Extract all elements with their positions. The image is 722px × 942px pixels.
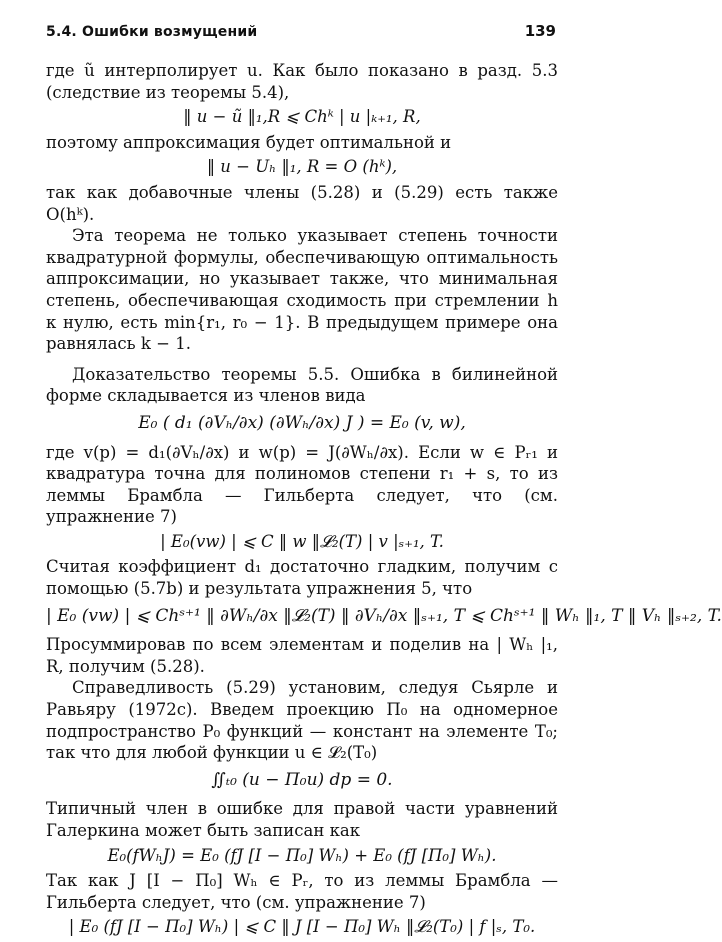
formula-galerkin-rhs-term: E₀(fWₕJ) = E₀ (fJ [I − Π₀] Wₕ) + E₀ (fJ [Π₀] Wₕ). xyxy=(107,845,497,865)
paragraph-9: Справедливость (5.29) установим, следуя Сьярле и Равьяру (1972c). Введем проекцию Π₀ на одномерное подпространство P₀ функций — констант на элементе T₀; так что для любой функции u ∈ 𝓛₂(T₀) xyxy=(46,678,558,763)
paragraph-2: поэтому аппроксимация будет оптимальной и xyxy=(46,132,452,152)
paragraph-10: Типичный член в ошибке для правой части уравнений Галеркина может быть записан как xyxy=(46,799,558,840)
paragraph-5-proof: Доказательство теоремы 5.5. Ошибка в билинейной форме складывается из членов вида xyxy=(46,364,558,406)
page-body xyxy=(46,60,722,942)
formula-bramble-hilbert-estimate: | E₀(vw) | ⩽ C ‖ w ‖𝓛₂(T) | v |ₛ₊₁, T. xyxy=(160,531,444,551)
paragraph-3: так как добавочные члены (5.28) и (5.29) есть также O(hᵏ). xyxy=(46,182,558,224)
formula-interpolation-estimate: ‖ u − ũ ‖₁,R ⩽ Chᵏ | u |ₖ₊₁, R, xyxy=(183,107,421,127)
paragraph-6: где v(p) = d₁(∂Vₕ/∂x) и w(p) = J(∂Wₕ/∂x). Если w ∈ Pᵣ₁ и квадратура точна для полиномов степени r₁ + s, то из леммы Брамбла — Гильберта следует, что (см. упражнение 7) xyxy=(46,442,558,527)
paragraph-11: Так как J [I − Π₀] Wₕ ∈ Pᵣ, то из леммы Брамбла — Гильберта следует, что (см. упражнение 7) xyxy=(46,871,558,912)
formula-final-estimate: | E₀ (fJ [I − Π₀] Wₕ) | ⩽ C ‖ J [I − Π₀] Wₕ ‖𝓛₂(T₀) | f |ₛ, T₀. xyxy=(68,917,536,937)
running-head xyxy=(46,22,556,44)
page-number: 139 xyxy=(524,22,556,40)
section-title: 5.4. Ошибки возмущений xyxy=(46,24,258,40)
spacer xyxy=(46,355,558,364)
paragraph-7: Считая коэффициент d₁ достаточно гладким, получим с помощью (5.7b) и результата упражнения 5, что xyxy=(46,557,558,599)
formula-projection-integral: ∬ₜ₀ (u − Π₀u) dp = 0. xyxy=(211,769,393,790)
formula-error-bound: | E₀ (vw) | ⩽ Chˢ⁺¹ ‖ ∂Wₕ/∂x ‖𝓛₂(T) ‖ ∂Vₕ/∂x ‖ₛ₊₁, T ⩽ Chˢ⁺¹ ‖ Wₕ ‖₁, T ‖ Vₕ ‖ₛ₊₂, T. xyxy=(46,605,722,626)
paragraph-8: Просуммировав по всем элементам и поделив на | Wₕ |₁, R, получим (5.28). xyxy=(46,635,558,676)
paragraph-4: Эта теорема не только указывает степень точности квадратурной формулы, обеспечивающую оптимальность аппроксимации, но указывает также, что минимальная степень, обеспечивающая сходимость при стремлении h к нулю, есть min{r₁, r₀ − 1}. В предыдущем примере она равнялась k − 1. xyxy=(46,226,558,354)
formula-optimal-order: ‖ u − Uₕ ‖₁, R = O (hᵏ), xyxy=(206,157,398,177)
formula-bilinear-error-term: E₀ ( d₁ (∂Vₕ/∂x) (∂Wₕ/∂x) J ) = E₀ (v, w), xyxy=(138,412,466,433)
paragraph-1: где ũ интерполирует u. Как было показано в разд. 5.3 (следствие из теоремы 5.4), xyxy=(46,61,558,102)
